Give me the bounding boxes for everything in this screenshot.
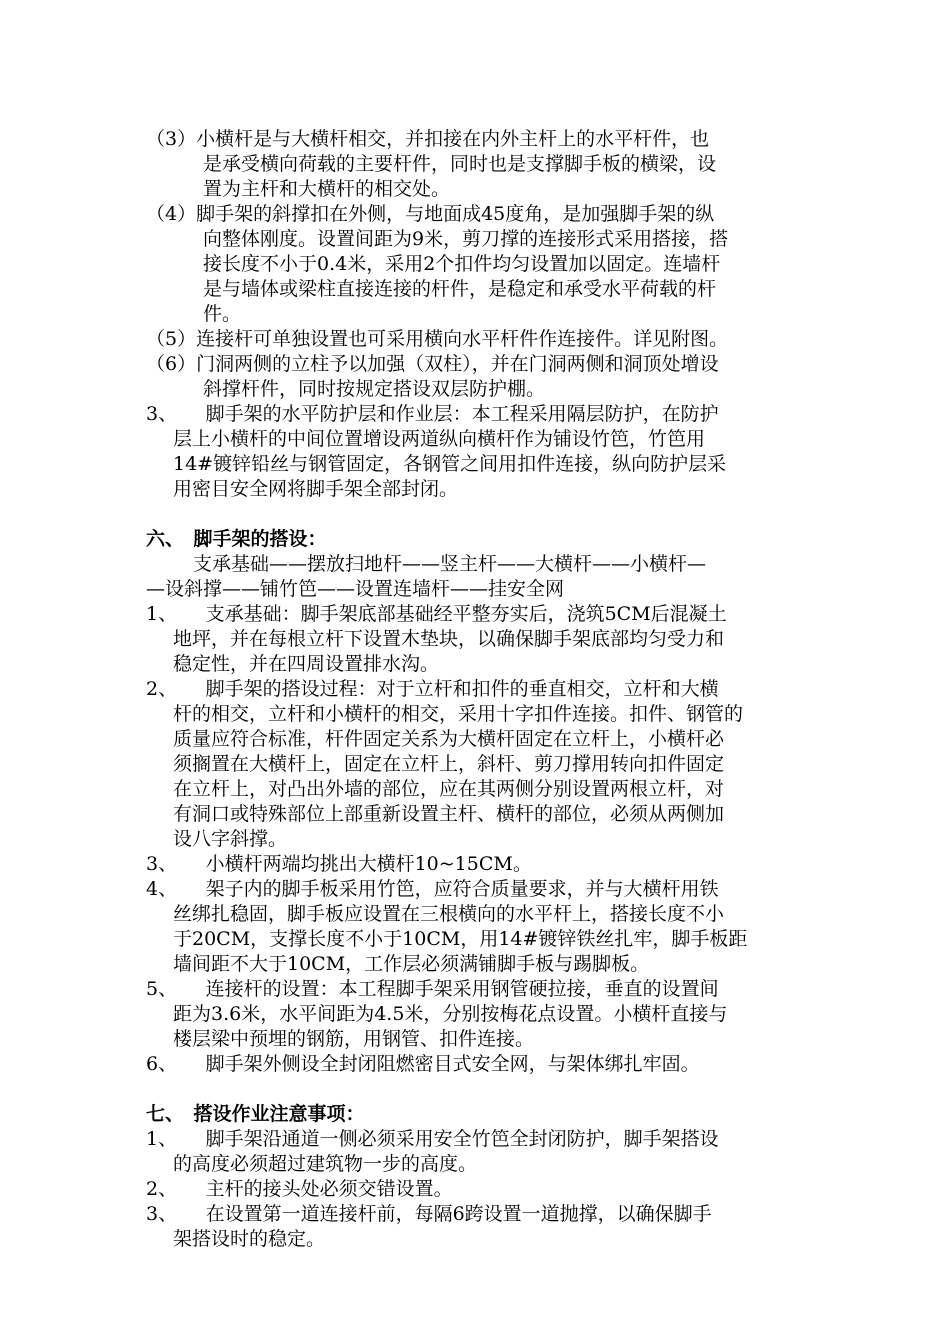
text-line: （6）门洞两侧的立柱予以加强（双柱），并在门洞两侧和洞顶处增设 xyxy=(146,353,719,375)
text-line: 的高度必须超过建筑物一步的高度。 xyxy=(173,1153,478,1175)
text-line: 是承受横向荷载的主要杆件，同时也是支撑脚手板的横梁，设 xyxy=(203,153,717,175)
section-heading: 六、 脚手架的搭设： xyxy=(146,528,327,550)
text-line: 于20CM，支撑长度不小于10CM，用14#镀锌铁丝扎牢，脚手板距 xyxy=(173,928,748,950)
text-line: 2、 主杆的接头处必须交错设置。 xyxy=(146,1178,453,1200)
text-line: 5、 连接杆的设置：本工程脚手架采用钢管硬拉接，垂直的设置间 xyxy=(146,978,719,1000)
text-line: 14#镀锌铅丝与钢管固定，各钢管之间用扣件连接，纵向防护层采 xyxy=(173,453,727,475)
text-line: 1、 支承基础：脚手架底部基础经平整夯实后，浇筑5CM后混凝土 xyxy=(146,603,727,625)
text-line: 3、 在设置第一道连接杆前，每隔6跨设置一道抛撑，以确保脚手 xyxy=(146,1203,712,1225)
text-line: 距为3.6米，水平间距为4.5米，分别按梅花点设置。小横杆直接与 xyxy=(173,1003,728,1025)
text-line: 须搁置在大横杆上，固定在立杆上，斜杆、剪刀撑用转向扣件固定 xyxy=(173,753,725,775)
text-line: 斜撑杆件，同时按规定搭设双层防护棚。 xyxy=(203,378,546,400)
text-line: 楼层梁中预埋的钢筋，用钢管、扣件连接。 xyxy=(173,1028,535,1050)
text-line: （3）小横杆是与大横杆相交，并扣接在内外主杆上的水平杆件，也 xyxy=(146,128,710,150)
text-line: 杆的相交，立杆和小横杆的相交，采用十字扣件连接。扣件、钢管的 xyxy=(173,703,744,725)
text-line: 层上小横杆的中间位置增设两道纵向横杆作为铺设竹笆，竹笆用 xyxy=(173,428,706,450)
text-line: 3、 小横杆两端均挑出大横杆10~15CM。 xyxy=(146,853,532,875)
text-line: 在立杆上，对凸出外墙的部位，应在其两侧分别设置两根立杆，对 xyxy=(173,778,725,800)
text-line: 向整体刚度。设置间距为9米，剪刀撑的连接形式采用搭接，搭 xyxy=(203,228,729,250)
text-line: 丝绑扎稳固，脚手板应设置在三根横向的水平杆上，搭接长度不小 xyxy=(173,903,725,925)
text-line: 接长度不小于0.4米，采用2个扣件均匀设置加以固定。连墙杆 xyxy=(203,253,721,275)
text-line: 稳定性，并在四周设置排水沟。 xyxy=(173,653,440,675)
text-line: （4）脚手架的斜撑扣在外侧，与地面成45度角，是加强脚手架的纵 xyxy=(146,203,715,225)
text-line: 架搭设时的稳定。 xyxy=(173,1228,326,1250)
text-line: 用密目安全网将脚手架全部封闭。 xyxy=(173,478,459,500)
section-heading: 七、 搭设作业注意事项： xyxy=(146,1103,365,1125)
text-line: 2、 脚手架的搭设过程：对于立杆和扣件的垂直相交，立杆和大横 xyxy=(146,678,719,700)
text-line: 件。 xyxy=(203,303,242,325)
text-line: 地坪，并在每根立杆下设置木垫块，以确保脚手架底部均匀受力和 xyxy=(173,628,725,650)
text-line: 6、 脚手架外侧设全封闭阻燃密目式安全网，与架体绑扎牢固。 xyxy=(146,1053,700,1075)
text-line: 支承基础——摆放扫地杆——竖主杆——大横杆——小横杆— xyxy=(193,553,707,575)
text-line: 置为主杆和大横杆的相交处。 xyxy=(203,178,451,200)
text-line: （5）连接杆可单独设置也可采用横向水平杆件作连接件。详见附图。 xyxy=(146,328,729,350)
text-line: 1、 脚手架沿通道一侧必须采用安全竹笆全封闭防护，脚手架搭设 xyxy=(146,1128,719,1150)
text-line: 质量应符合标准，杆件固定关系为大横杆固定在立杆上，小横杆必 xyxy=(173,728,725,750)
text-line: —设斜撑——铺竹笆——设置连墙杆——挂安全网 xyxy=(146,578,565,600)
text-line: 设八字斜撑。 xyxy=(173,828,288,850)
text-line: 4、 架子内的脚手板采用竹笆，应符合质量要求，并与大横杆用铁 xyxy=(146,878,719,900)
text-line: 是与墙体或梁柱直接连接的杆件，是稳定和承受水平荷载的杆 xyxy=(203,278,717,300)
text-line: 墙间距不大于10CM，工作层必须满铺脚手板与踢脚板。 xyxy=(173,953,650,975)
text-line: 3、 脚手架的水平防护层和作业层：本工程采用隔层防护，在防护 xyxy=(146,403,719,425)
text-line: 有洞口或特殊部位上部重新设置主杆、横杆的部位，必须从两侧加 xyxy=(173,803,725,825)
